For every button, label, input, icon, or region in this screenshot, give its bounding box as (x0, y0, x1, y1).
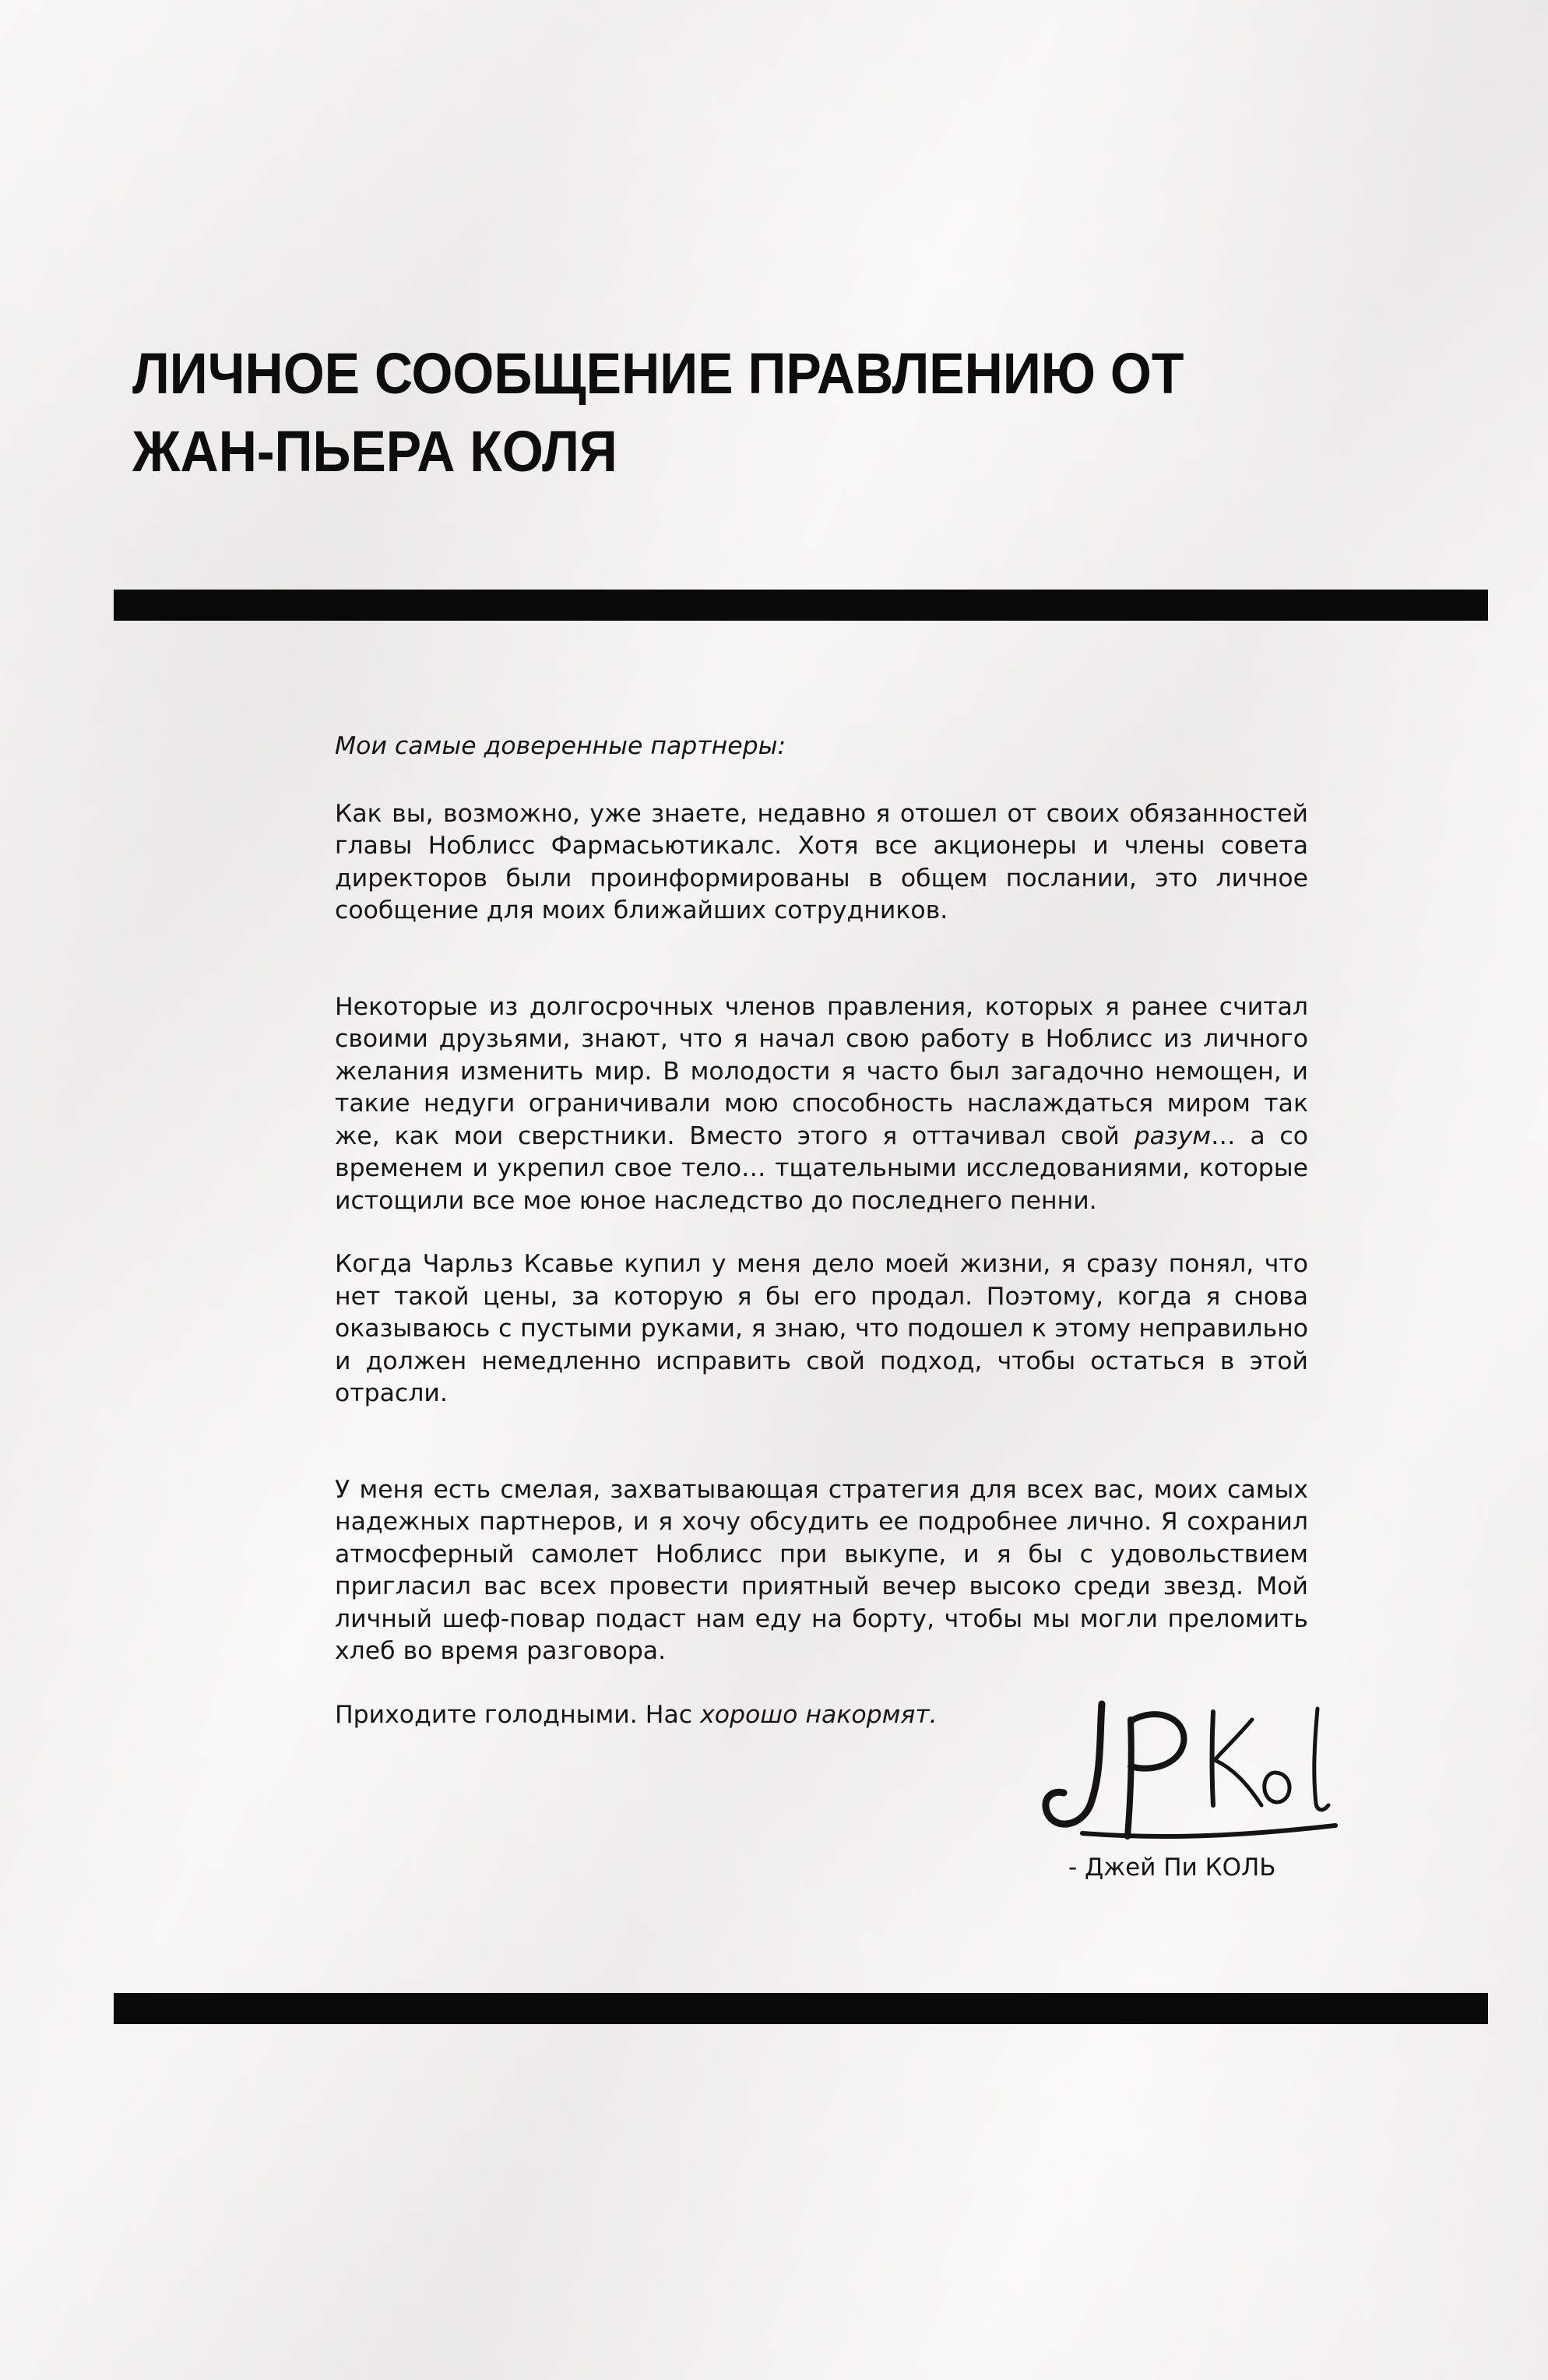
letter-paragraph-3: Когда Чарльз Ксавье купил у меня дело моей жизни, я сразу понял, что нет такой цены, за которую я бы его продал. Поэтому, когда я снова оказываюсь с пустыми руками, я знаю, что подошел к этому неправильно и должен немедленно исправить свой подход, чтобы остаться в этой отрасли. (335, 1250, 1308, 1407)
letter-paragraph-2-text-b: … а со временем и укрепил свое тело… тщательными исследованиями, которые истощили все мое юное наследство до последнего пенни. (335, 1121, 1308, 1215)
letter-body (335, 731, 1308, 1731)
bottom-divider-bar (114, 1993, 1488, 2024)
letter-closing-emphasis: хорошо накормят. (700, 1700, 938, 1729)
letter-paragraph-4: У меня есть смелая, захватывающая стратегия для всех вас, моих самых надежных партнеров, и я хочу обсудить ее подробнее лично. Я сохранил атмосферный самолет Ноблисс при выкупе, и я бы с удовольствием пригласил вас всех провести приятный вечер высоко среди звезд. Мой личный шеф-повар подаст нам еду на борту, чтобы мы могли преломить хлеб во время разговора. (335, 1475, 1308, 1665)
letter-paragraph-2-text-a: Некоторые из долгосрочных членов правления, которых я ранее считал своими друзьями, знают, что я начал свою работу в Ноблисс из личного желания изменить мир. В молодости я часто был загадочно немощен, и такие недуги ограничивали мою способность наслаждаться миром так же, как мои сверстники. Вместо этого я оттачивал свой (335, 992, 1308, 1150)
page-title (132, 335, 1207, 491)
letter-salutation: Мои самые доверенные партнеры: (335, 732, 786, 760)
page-title-line-2: ЖАН-ПЬЕРА КОЛЯ (132, 419, 617, 484)
signature-caption: - Джей Пи КОЛЬ (1068, 1854, 1276, 1882)
letter-paragraph-2-emphasis: разум (1134, 1121, 1212, 1150)
letter-paragraph-1: Как вы, возможно, уже знаете, недавно я отошел от своих обязанностей главы Ноблисс Фармасьютикалс. Хотя все акционеры и члены совета директоров были проинформированы в общем послании, это личное сообщение для моих ближайших сотрудников. (335, 799, 1308, 924)
letter-closing-text: Приходите голодными. Нас (335, 1700, 701, 1729)
page-title-line-1: ЛИЧНОЕ СООБЩЕНИЕ ПРАВЛЕНИЮ ОТ (132, 341, 1184, 406)
handwritten-signature (1028, 1681, 1355, 1852)
top-divider-bar (114, 590, 1488, 621)
letter-paragraph-2 (335, 991, 1308, 1218)
